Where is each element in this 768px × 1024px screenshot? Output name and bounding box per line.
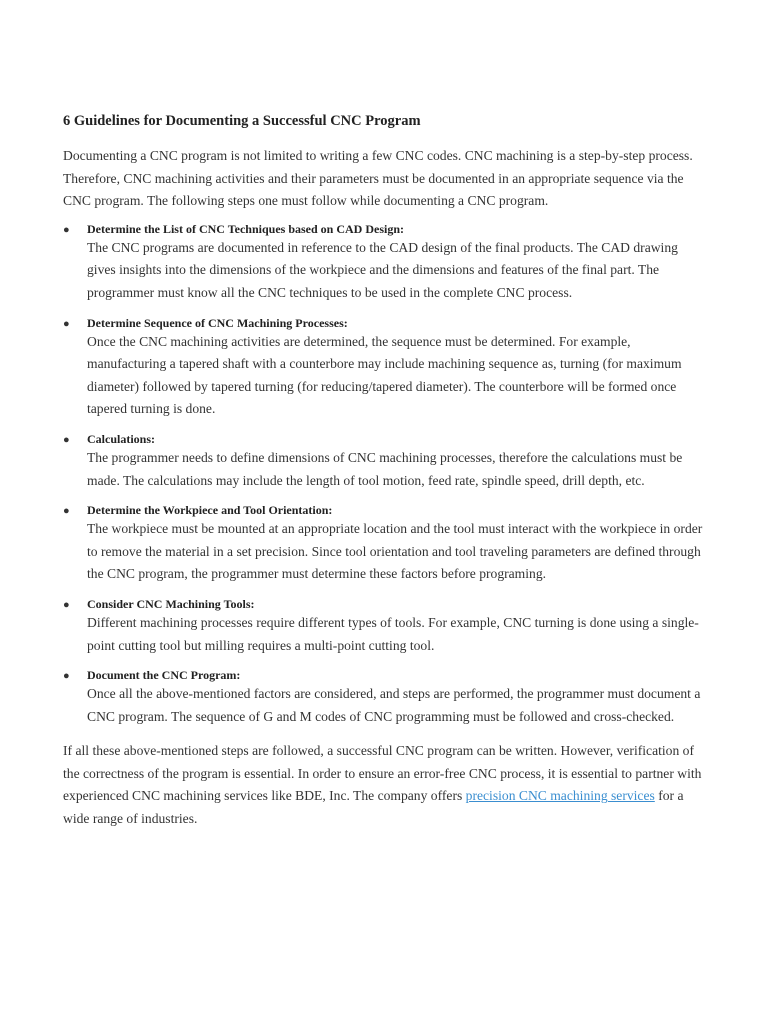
bullet-icon: ● — [63, 223, 70, 236]
closing-text: If all these above-mentioned steps are followed, a successful CNC program can be written. However, verification of the correctness of the program is essential. In order to ensure an error-free CNC process, it is essential to partner with experienced CNC machining services like BDE, Inc. The company offers — [63, 743, 702, 804]
step-title: Determine Sequence of CNC Machining Processes: — [87, 315, 348, 330]
intro-paragraph: Documenting a CNC program is not limited to writing a few CNC codes. CNC machining is a step-by-step process. Therefore, CNC machining activities and their parameters must be documented in an appropriate sequence via the CNC program. The following steps one must follow while documenting a CNC program. — [63, 148, 693, 209]
list-item — [63, 431, 708, 492]
list-item — [63, 596, 708, 657]
step-title: Consider CNC Machining Tools: — [87, 596, 255, 611]
step-title: Document the CNC Program: — [87, 668, 241, 683]
bullet-icon: ● — [63, 317, 70, 330]
step-body: Different machining processes require different types of tools. For example, CNC turning is done using a single-point cutting tool but milling requires a multi-point cutting tool. — [87, 614, 699, 653]
precision-cnc-services-link[interactable]: precision CNC machining services — [465, 788, 655, 804]
article-title: 6 Guidelines for Documenting a Successful CNC Program — [63, 113, 421, 129]
step-body: The CNC programs are documented in reference to the CAD design of the final products. The CAD drawing gives insights into the dimensions of the workpiece and the dimensions and features of the final part. The programmer must know all the CNC techniques to be used in the complete CNC process. — [87, 239, 678, 300]
step-title: Determine the Workpiece and Tool Orientation: — [87, 503, 333, 518]
step-title: Calculations: — [87, 431, 156, 446]
step-title: Determine the List of CNC Techniques based on CAD Design: — [87, 221, 405, 236]
bullet-icon: ● — [63, 505, 70, 518]
closing-paragraph — [63, 740, 708, 830]
bullet-icon: ● — [63, 433, 70, 446]
list-item — [63, 315, 708, 421]
closing-text-end: for a wide range of industries. — [63, 788, 684, 827]
list-item — [63, 502, 708, 586]
article — [63, 111, 708, 831]
step-body: Once all the above-mentioned factors are considered, and steps are performed, the programmer must document a CNC program. The sequence of G and M codes of CNC programming must be followed and cross-checked. — [87, 686, 701, 724]
step-body: Once the CNC machining activities are determined, the sequence must be determined. For example, manufacturing a tapered shaft with a counterbore may include machining sequence as, turning (for maximum diameter) followed by tapered turning (for reducing/tapered diameter). The counterbore will be formed once tapered turning is done. — [87, 333, 682, 417]
step-body: The workpiece must be mounted at an appropriate location and the tool must interact with the workpiece in order to remove the material in a set precision. Since tool orientation and tool traveling parameters are defined through the CNC program, the programmer must determine these factors before programing. — [87, 521, 703, 582]
bullet-icon: ● — [63, 670, 70, 683]
list-item — [63, 221, 708, 305]
list-item — [63, 667, 708, 728]
step-body: The programmer needs to define dimensions of CNC machining processes, therefore the calculations must be made. The calculations may include the length of tool motion, feed rate, spindle speed, drill depth, etc. — [87, 449, 683, 488]
guideline-list — [63, 221, 708, 729]
bullet-icon: ● — [63, 598, 70, 611]
